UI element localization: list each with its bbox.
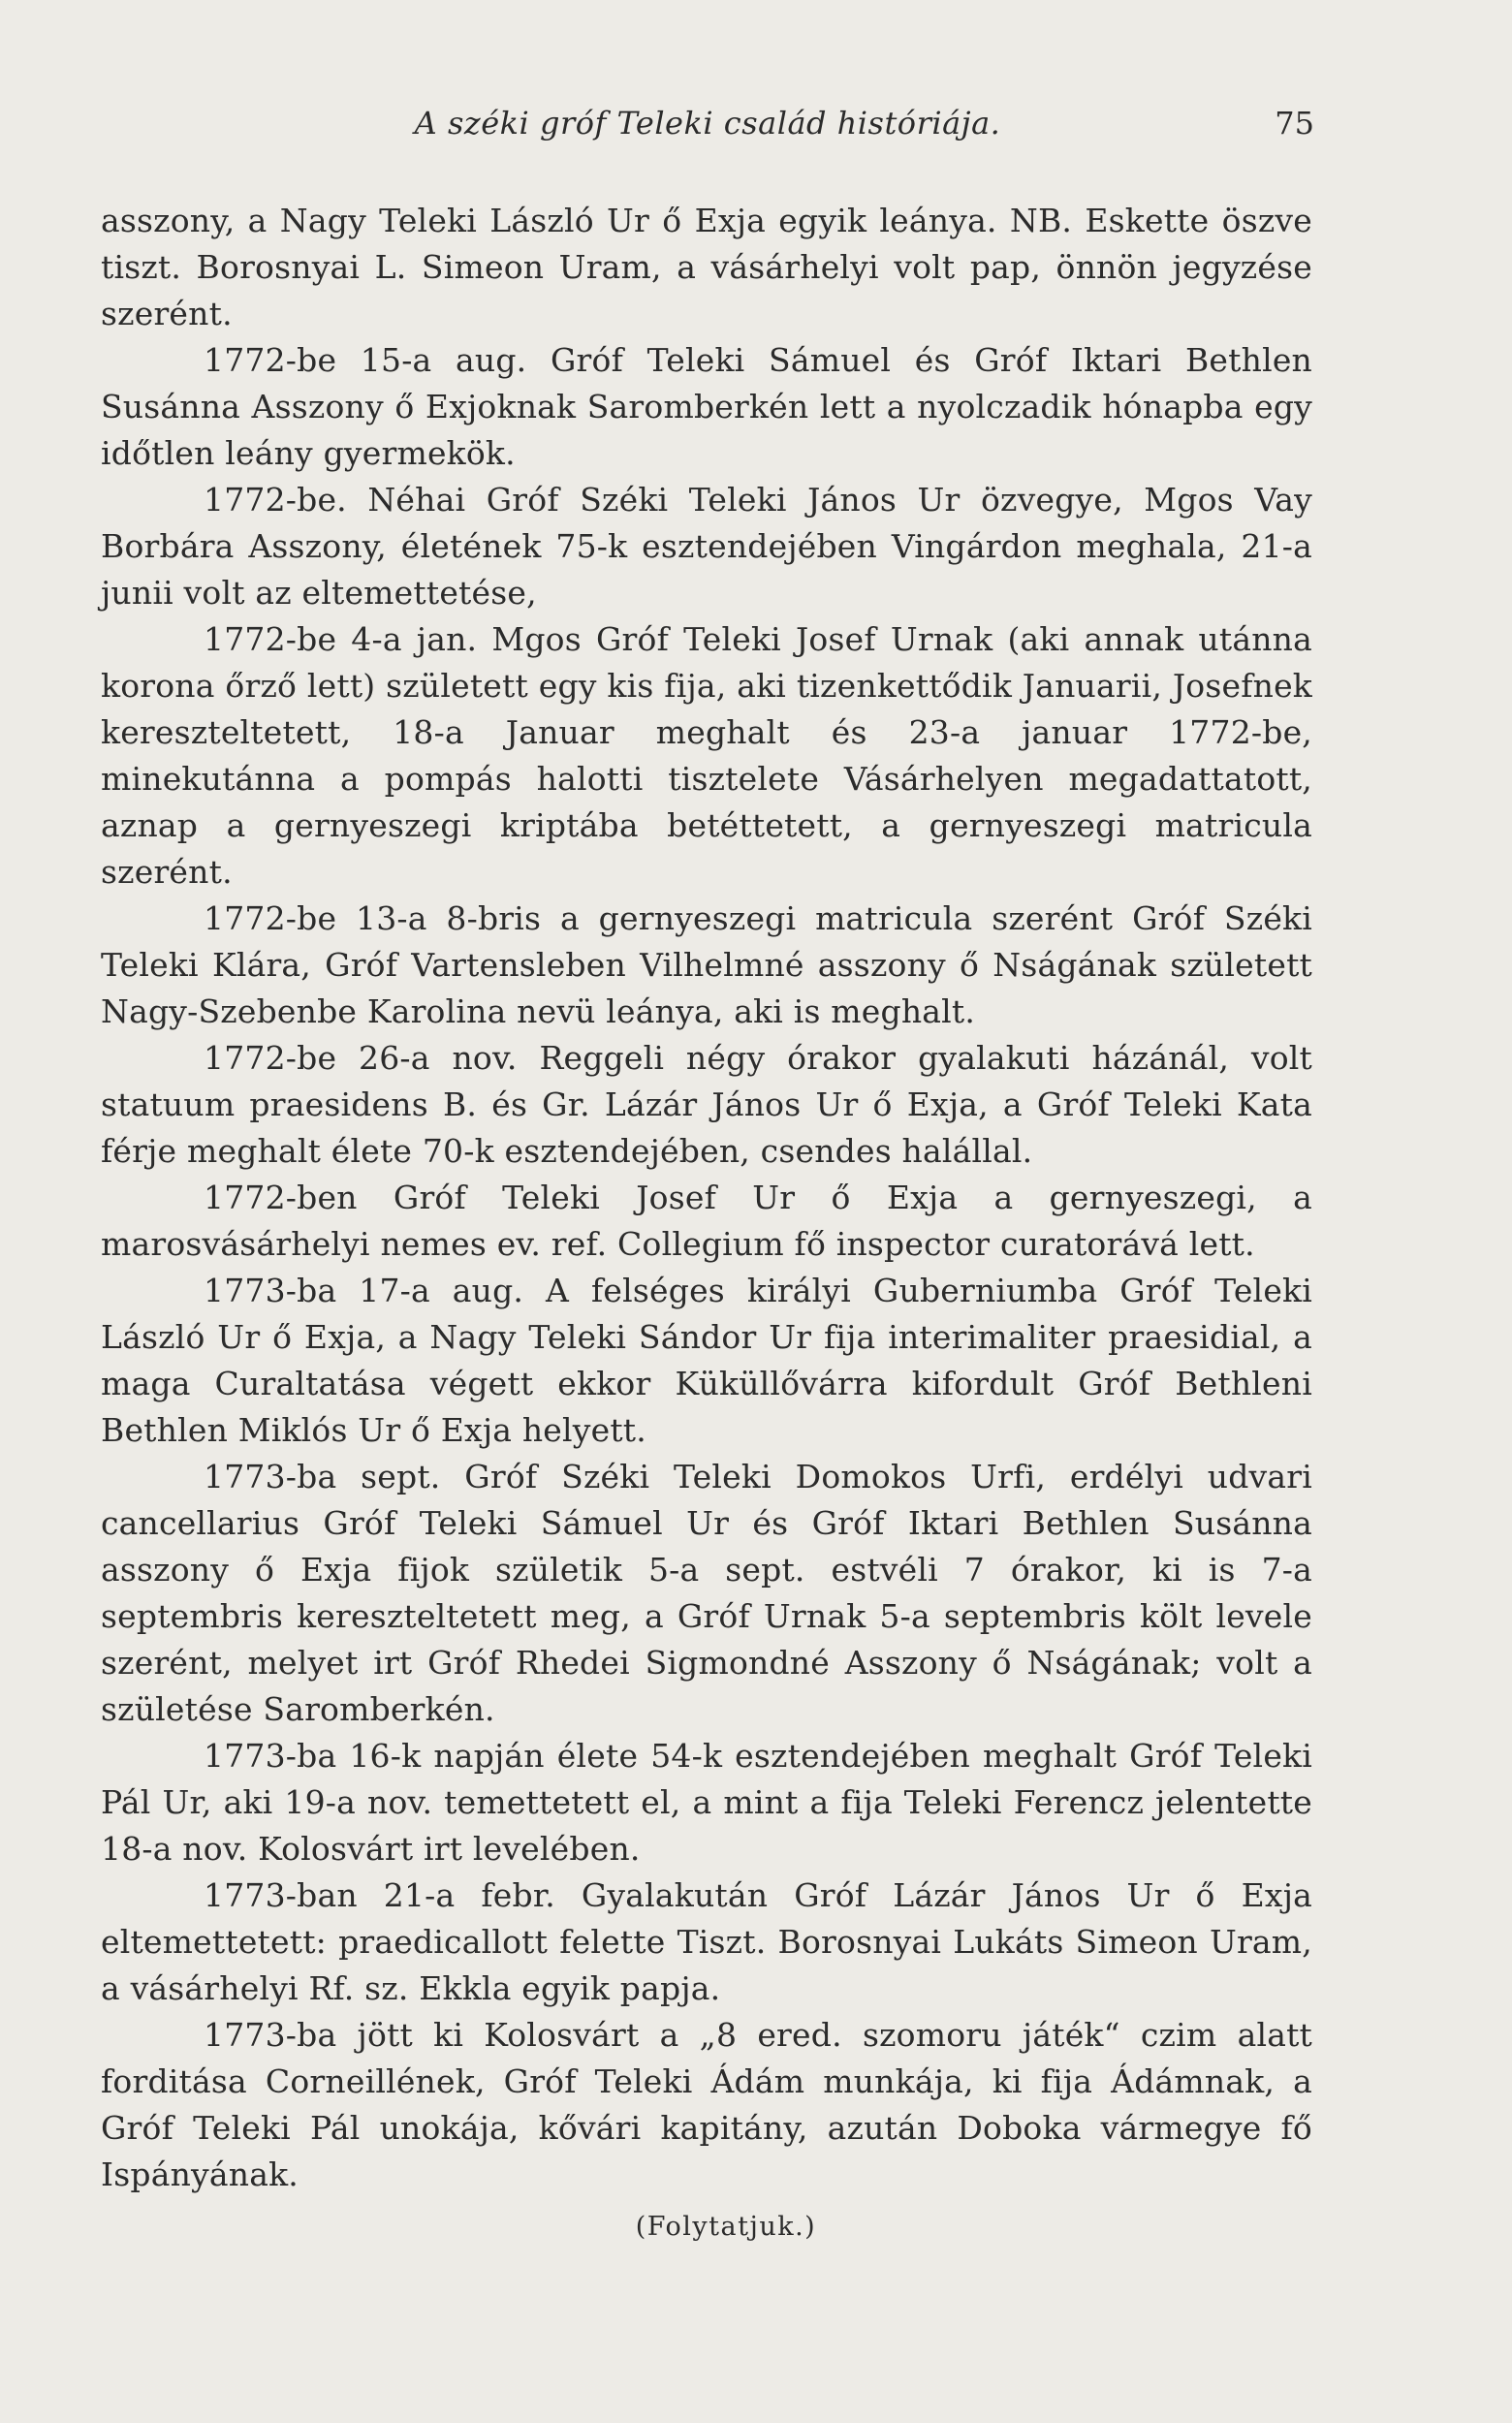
paragraph: 1773-ba jött ki Kolosvárt a „8 ered. szomoru játék“ czim alatt forditása Corneillének, Gróf Teleki Ádám munkája, ki fija Ádámnak, a Gróf Teleki Pál unokája, kővári kapitány, azután Doboka vármegye fő Ispányának.: [101, 2016, 1312, 2193]
paragraph: 1773-ba sept. Gróf Széki Teleki Domokos Urfi, erdélyi udvari cancellarius Gróf Teleki Sámuel Ur és Gróf Iktari Bethlen Susánna asszony ő Exja fijok születik 5-a sept. estvéli 7 órakor, ki is 7-a septembris kereszteltetett meg, a Gróf Urnak 5-a septembris költ levele szerént, melyet irt Gróf Rhedei Sigmondné Asszony ő Nságának; volt a születése Saromberkén.: [101, 1458, 1312, 1728]
paragraph: 1773-ba 16-k napján élete 54-k esztendejében meghalt Gróf Teleki Pál Ur, aki 19-a nov. temettetett el, a mint a fija Teleki Ferencz jelentette 18-a nov. Kolosvárt irt levelében.: [101, 1737, 1312, 1868]
continued-note: (Folytatjuk.): [635, 2212, 817, 2242]
paragraph: 1772-be. Néhai Gróf Széki Teleki János Ur özvegye, Mgos Vay Borbára Asszony, életének 75-k esztendejében Vingárdon meghala, 21-a junii volt az eltemettetése,: [101, 481, 1312, 612]
paragraph: 1773-ba 17-a aug. A felséges királyi Guberniumba Gróf Teleki László Ur ő Exja, a Nagy Teleki Sándor Ur fija interimaliter praesidial, a maga Curaltatása végett ekkor Küküllővárra kifordult Gróf Bethleni Bethlen Miklós Ur ő Exja helyett.: [101, 1272, 1312, 1449]
body-text: [101, 198, 1312, 2249]
paragraph: 1772-be 13-a 8-bris a gernyeszegi matricula szerént Gróf Széki Teleki Klára, Gróf Vartensleben Vilhelmné asszony ő Nságának született Nagy-Szebenbe Karolina nevü leánya, aki is meghalt.: [101, 899, 1312, 1030]
paragraph: 1773-ban 21-a febr. Gyalakután Gróf Lázár János Ur ő Exja eltemettetett: praedicallott felette Tiszt. Borosnyai Lukáts Simeon Uram, a vásárhelyi Rf. sz. Ekkla egyik papja.: [101, 1876, 1312, 2007]
paragraph: 1772-be 4-a jan. Mgos Gróf Teleki Josef Urnak (aki annak utánna korona őrző lett) született egy kis fija, aki tizenkettődik Januarii, Josefnek kereszteltetett, 18-a Januar meghalt és 23-a januar 1772-be, minekutánna a pompás halotti tisztelete Vásárhelyen megadattatott, aznap a gernyeszegi kriptába betéttetett, a gernyeszegi matricula szerént.: [101, 620, 1312, 891]
paragraph: 1772-be 26-a nov. Reggeli négy órakor gyalakuti házánál, volt statuum praesidens B. és Gr. Lázár János Ur ő Exja, a Gróf Teleki Kata férje meghalt élete 70-k esztendejében, csendes halállal.: [101, 1039, 1312, 1170]
page-number: 75: [1275, 105, 1314, 142]
running-title: A széki gróf Teleki család históriája.: [414, 105, 1001, 142]
paragraph: 1772-ben Gróf Teleki Josef Ur ő Exja a gernyeszegi, a marosvásárhelyi nemes ev. ref. Collegium fő inspector curatorává lett.: [101, 1179, 1312, 1263]
paragraph: 1772-be 15-a aug. Gróf Teleki Sámuel és Gróf Iktari Bethlen Susánna Asszony ő Exjoknak Saromberkén lett a nyolczadik hónapba egy időtlen leány gyermekök.: [101, 341, 1312, 472]
running-head: [101, 105, 1314, 151]
paragraph: asszony, a Nagy Teleki László Ur ő Exja egyik leánya. NB. Eskette öszve tiszt. Borosnyai L. Simeon Uram, a vásárhelyi volt pap, önnön jegyzése szerént.: [101, 202, 1312, 332]
